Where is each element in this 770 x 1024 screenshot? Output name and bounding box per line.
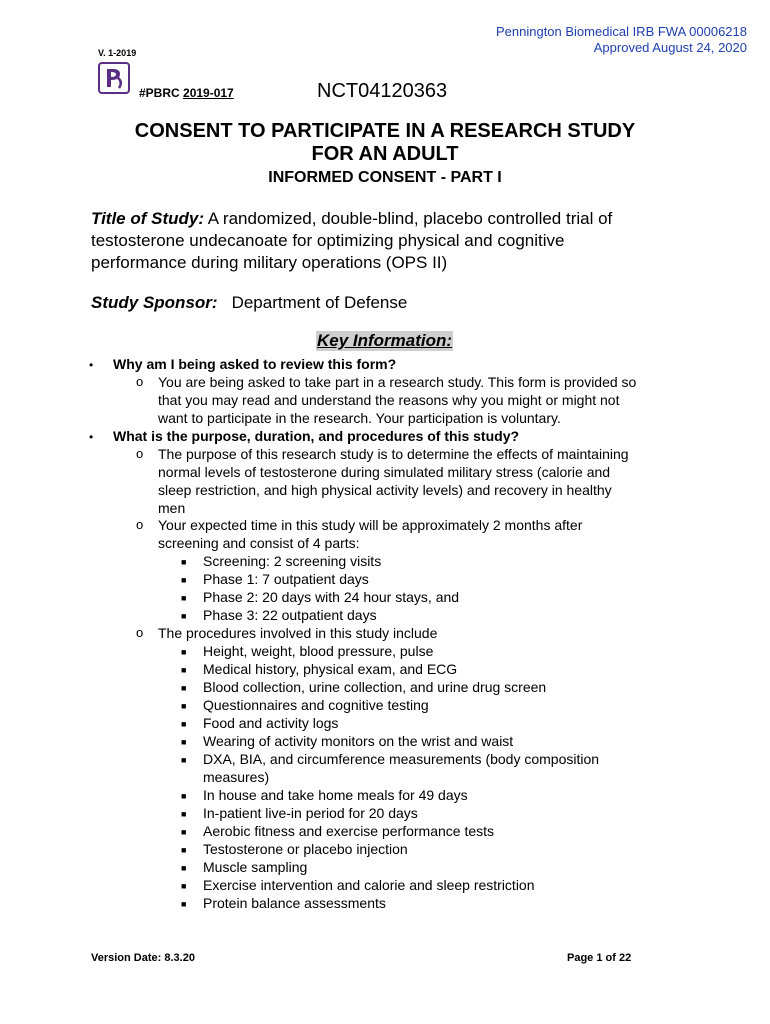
study-title-line1 [91, 208, 612, 230]
question-1: Why am I being asked to review this form? [113, 356, 397, 372]
sub-bullet-icon: o [136, 517, 144, 532]
procedure-item: Testosterone or placebo injection [203, 841, 408, 857]
answer-2a-line1: The purpose of this research study is to determine the effects of maintaining [158, 446, 629, 462]
answer-2b-line1: Your expected time in this study will be approximately 2 months after [158, 517, 583, 533]
procedure-item: Questionnaires and cognitive testing [203, 697, 429, 713]
page-number: Page 1 of 22 [567, 952, 632, 964]
procedure-item: In house and take home meals for 49 days [203, 787, 468, 803]
square-bullet-icon: ■ [181, 755, 187, 765]
document-title-line1: CONSENT TO PARTICIPATE IN A RESEARCH STUDY [134, 120, 636, 142]
square-bullet-icon: ■ [181, 827, 187, 837]
answer-1-line1: You are being asked to take part in a research study. This form is provided so [158, 374, 637, 390]
study-part-item: Phase 2: 20 days with 24 hour stays, and [203, 589, 460, 605]
study-part-item: Phase 1: 7 outpatient days [203, 571, 369, 587]
procedure-item: Food and activity logs [203, 715, 339, 731]
study-sponsor-value: Department of Defense [231, 293, 408, 312]
study-title-line2: testosterone undecanoate for optimizing physical and cognitive [91, 231, 565, 250]
document-subtitle: INFORMED CONSENT - PART I [268, 169, 502, 186]
sub-bullet-icon: o [136, 625, 144, 640]
square-bullet-icon: ■ [181, 557, 187, 567]
version-tag: V. 1-2019 [98, 48, 137, 58]
answer-2c-line1: The procedures involved in this study include [158, 625, 438, 641]
study-part-item: Phase 3: 22 outpatient days [203, 607, 377, 623]
study-part-item: Screening: 2 screening visits [203, 553, 382, 569]
pbrc-prefix: #PBRC [139, 86, 184, 100]
procedure-item: Wearing of activity monitors on the wrist and waist [203, 733, 514, 749]
key-information-heading: Key Information: [317, 331, 453, 350]
irb-approval-line: Pennington Biomedical IRB FWA 00006218 [495, 24, 747, 39]
nct-number: NCT04120363 [317, 80, 448, 102]
procedure-item: Muscle sampling [203, 859, 308, 875]
square-bullet-icon: ■ [181, 647, 187, 657]
procedure-item: Aerobic fitness and exercise performance tests [203, 823, 495, 839]
procedure-item: In-patient live-in period for 20 days [203, 805, 418, 821]
square-bullet-icon: ■ [181, 719, 187, 729]
answer-2a-line4: men [158, 500, 186, 516]
answer-1-line3: want to participate in the research. Your participation is voluntary. [158, 410, 561, 426]
pbrc-logo-icon [98, 62, 130, 94]
procedure-item-continued: measures) [203, 769, 270, 785]
square-bullet-icon: ■ [181, 899, 187, 909]
version-date: Version Date: 8.3.20 [91, 952, 195, 964]
procedure-item: Blood collection, urine collection, and urine drug screen [203, 679, 547, 695]
pbrc-protocol-number [139, 86, 234, 100]
square-bullet-icon: ■ [181, 845, 187, 855]
answer-2a-line2: normal levels of testosterone during simulated military stress (calorie and [158, 464, 611, 480]
answer-1-line2: that you may read and understand the reasons why you might or might not [158, 392, 620, 408]
document-title-line2: FOR AN ADULT [311, 143, 459, 165]
procedure-item: Protein balance assessments [203, 895, 386, 911]
procedure-item: Medical history, physical exam, and ECG [203, 661, 458, 677]
irb-approval-date: Approved August 24, 2020 [593, 40, 747, 55]
study-sponsor [91, 292, 407, 314]
answer-2a-line3: sleep restriction, and high physical activity levels) and recovery in healthy [158, 482, 612, 498]
square-bullet-icon: ■ [181, 791, 187, 801]
study-title-text: A randomized, double-blind, placebo controlled trial of [204, 209, 613, 228]
square-bullet-icon: ■ [181, 575, 187, 585]
square-bullet-icon: ■ [181, 701, 187, 711]
square-bullet-icon: ■ [181, 863, 187, 873]
square-bullet-icon: ■ [181, 809, 187, 819]
pbrc-number: 2019-017 [183, 86, 234, 100]
question-2: What is the purpose, duration, and procedures of this study? [113, 428, 520, 444]
study-sponsor-label: Study Sponsor: [91, 293, 218, 312]
sub-bullet-icon: o [136, 446, 144, 461]
procedure-item: Exercise intervention and calorie and sleep restriction [203, 877, 535, 893]
study-title-line3: performance during military operations (OPS II) [91, 253, 448, 272]
square-bullet-icon: ■ [181, 593, 187, 603]
procedure-item: DXA, BIA, and circumference measurements (body composition [203, 751, 600, 767]
procedure-item: Height, weight, blood pressure, pulse [203, 643, 434, 659]
bullet-icon: • [89, 430, 94, 444]
answer-2b-line2: screening and consist of 4 parts: [158, 535, 360, 551]
square-bullet-icon: ■ [181, 611, 187, 621]
square-bullet-icon: ■ [181, 665, 187, 675]
square-bullet-icon: ■ [181, 881, 187, 891]
square-bullet-icon: ■ [181, 737, 187, 747]
bullet-icon: • [89, 358, 94, 372]
sub-bullet-icon: o [136, 374, 144, 389]
study-title-label: Title of Study: [91, 209, 205, 228]
square-bullet-icon: ■ [181, 683, 187, 693]
